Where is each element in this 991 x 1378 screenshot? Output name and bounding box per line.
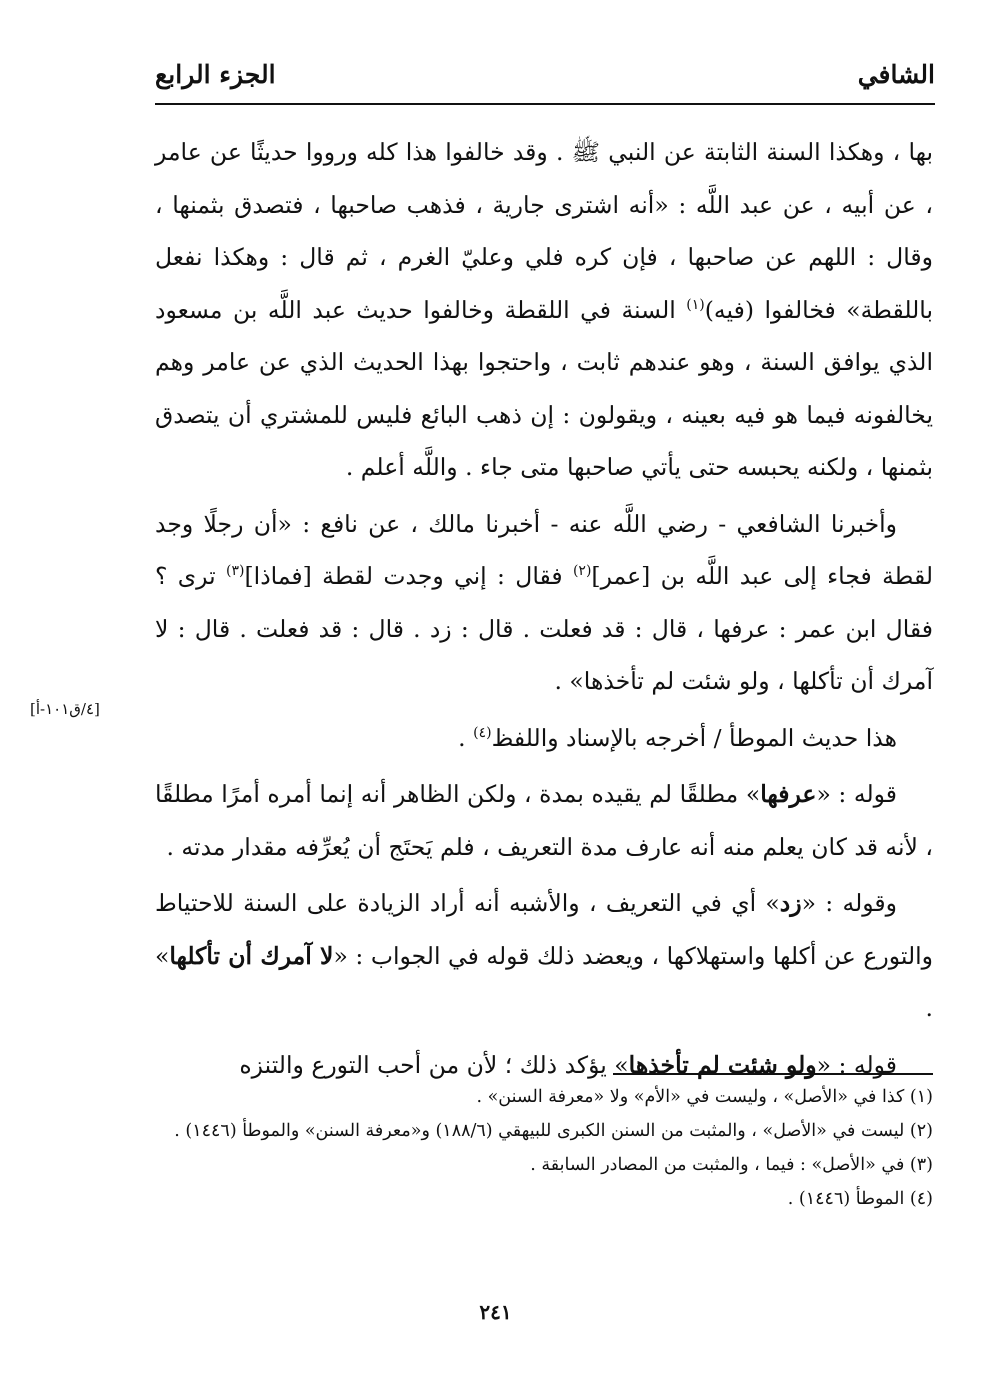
paragraph-1 bbox=[155, 126, 933, 494]
text-segment: السنة في اللقطة وخالفوا حديث عبد اللَّه بن مسعود الذي يوافق السنة ، وهو عندهم ثابت ، واحتجوا بهذا الحديث الذي عن عامر وهم يخالفونه فيما هو فيه بعينه ، ويقولون : إن ذهب البائع فليس للمشتري أن يتصدق بثمنها ، ولكنه يحبسه حتى يأتي صاحبها متى جاء . واللَّه أعلم . bbox=[155, 295, 933, 481]
running-header bbox=[155, 52, 935, 102]
footnote-1: (١) كذا في «الأصل» ، وليست في «الأم» ولا «معرفة السنن» . bbox=[476, 1087, 933, 1107]
paragraph-3 bbox=[155, 712, 933, 765]
quoted-word: عرفها bbox=[760, 780, 817, 808]
paragraph-5 bbox=[155, 877, 933, 1035]
quoted-word: زد bbox=[779, 889, 802, 917]
paragraph-4 bbox=[155, 768, 933, 873]
header-divider bbox=[155, 103, 935, 105]
text-segment: » مطلقًا لم يقيده بمدة ، ولكن الظاهر أنه إنما أمره أمرًا مطلقًا ، لأنه قد كان يعلم منه أنه عارف مدة التعريف ، فلم يَحتَج أن يُعرِّفه مقدار مدته . bbox=[155, 780, 933, 861]
main-text bbox=[155, 126, 933, 1091]
footnote-divider bbox=[613, 1073, 933, 1075]
footnote-ref-1: (١) bbox=[686, 296, 705, 313]
footnote-2: (٢) ليست في «الأصل» ، والمثبت من السنن الكبرى للبيهقي (١٨٨/٦) و«معرفة السنن» والموطأ (١٤٤٦) . bbox=[174, 1121, 933, 1141]
footnote-4: (٤) الموطأ (١٤٤٦) . bbox=[787, 1189, 933, 1209]
text-segment: » أي في التعريف ، والأشبه أنه أراد الزيادة على السنة للاحتياط والتورع عن أكلها واستهلاكها ، ويعضد ذلك قوله في الجواب : « bbox=[155, 889, 933, 970]
text-segment: هذا حديث الموطأ / أخرجه بالإسناد واللفظ bbox=[491, 723, 897, 752]
text-segment: وأخبرنا الشافعي - رضي اللَّه عنه - أخبرنا مالك ، عن نافع : «أن رجلًا وجد لقطة فجاء إلى عبد اللَّه بن [عمر] bbox=[155, 509, 933, 590]
text-segment: ترى ؟ فقال ابن عمر : عرفها ، قال : قد فعلت . قال : زد . قال : قد فعلت . قال : لا آمرك أن تأكلها ، ولو شئت لم تأخذها» . bbox=[155, 562, 933, 695]
book-title: الشافي bbox=[857, 60, 935, 89]
quoted-phrase: ولو شئت لم تأخذها bbox=[628, 1050, 817, 1079]
footnote-ref-4: (٤) bbox=[473, 724, 492, 741]
text-segment: » . bbox=[155, 941, 933, 1022]
footnote-3: (٣) في «الأصل» : فيما ، والمثبت من المصادر السابقة . bbox=[530, 1155, 933, 1175]
text-segment: قوله : « bbox=[816, 1050, 897, 1079]
footnote-ref-3: (٣) bbox=[226, 563, 245, 580]
text-segment: » يؤكد ذلك ؛ لأن من أحب التورع والتنزه bbox=[239, 1050, 629, 1079]
text-segment: بها ، وهكذا السنة الثابتة عن النبي ﷺ . وقد خالفوا هذا كله ورووا حديثًا عن عامر ، عن أبيه ، عن عبد اللَّه : «أنه اشترى جارية ، فذهب صاحبها ، فتصدق بثمنها ، وقال : اللهم عن صاحبها ، فإن كره فلي وعليّ الغرم ، ثم قال : وهكذا نفعل باللقطة» فخالفوا (فيه) bbox=[155, 138, 933, 324]
quoted-phrase: لا آمرك أن تأكلها bbox=[169, 941, 334, 970]
footnotes bbox=[155, 1080, 933, 1216]
text-segment: وقوله : « bbox=[801, 889, 897, 917]
footnote-ref-2: (٢) bbox=[572, 563, 592, 580]
text-segment: فقال : إني وجدت لقطة [فماذا] bbox=[244, 562, 563, 590]
page-number: ٢٤١ bbox=[479, 1300, 512, 1324]
part-label: الجزء الرابع bbox=[155, 60, 276, 89]
text-segment: قوله : « bbox=[816, 780, 897, 808]
paragraph-2 bbox=[155, 498, 933, 708]
text-segment: . bbox=[458, 723, 466, 752]
manuscript-folio-note: [٤/ق١٠١-أ] bbox=[30, 700, 100, 718]
